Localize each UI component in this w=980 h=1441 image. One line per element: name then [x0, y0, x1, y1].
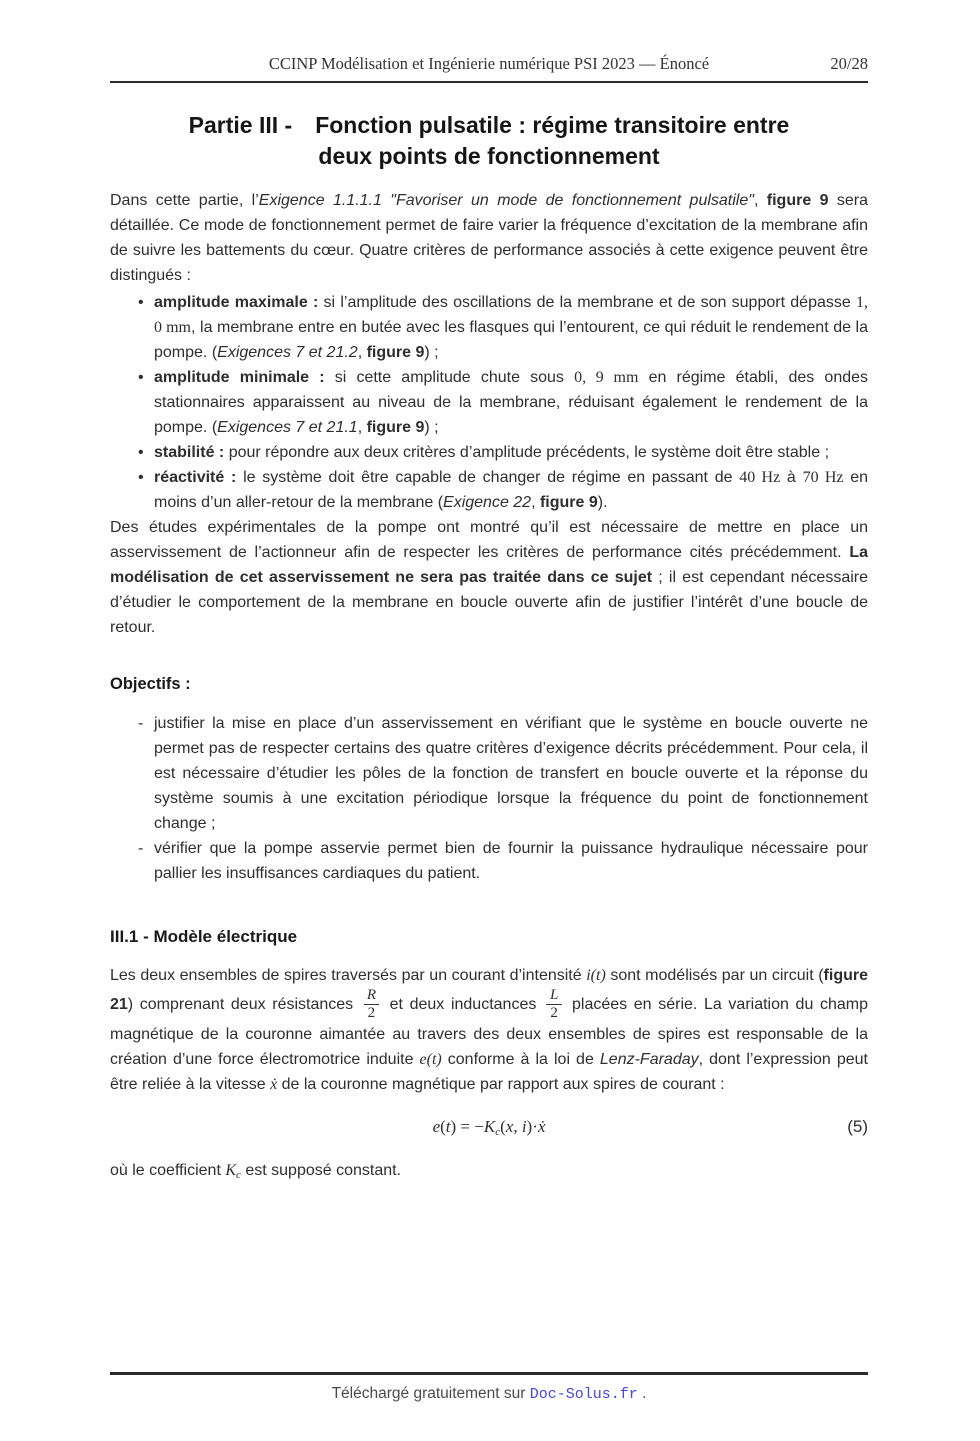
criteria-item-stabilite: [110, 440, 868, 465]
criteria-text: amplitude maximale : si l’amplitude des oscillations de la membrane et de son support dépasse 1, 0 mm, la membrane entre en butée avec les flasques qui l’entourent, ce qui réduit le rendement de la pompe. (Exigences 7 et 21.2, figure 9) ;: [154, 294, 869, 361]
criteria-text: stabilité : pour répondre aux deux critères d’amplitude précédents, le système doit être stable ;: [154, 444, 830, 461]
page-number: 20/28: [830, 54, 868, 73]
bullet-marker: •: [138, 369, 144, 386]
criteria-text: réactivité : le système doit être capable de changer de régime en passant de 40 Hz à 70 Hz en moins d’un aller-retour de la membrane (Exigence 22, figure 9).: [154, 469, 869, 511]
servo-note-paragraph: Des études expérimentales de la pompe ont montré qu’il est nécessaire de mettre en place un asservissement de l’actionneur afin de respecter les critères de performance cités précédemment. La modélisation de cet asservissement ne sera pas traitée dans ce sujet ; il est cependant nécessaire d’étudier le comportement de la membrane en boucle ouverte afin de justifier l’intérêt d’une boucle de retour.: [110, 519, 869, 636]
page-footer: [110, 1372, 868, 1405]
header-title: CCINP Modélisation et Ingénierie numérique PSI 2023 — Énoncé: [268, 54, 710, 73]
bullet-marker: •: [138, 294, 144, 311]
section-heading-iii1: III.1 - Modèle électrique: [110, 927, 298, 946]
objective-text: vérifier que la pompe asservie permet bien de fournir la puissance hydraulique nécessaire pour pallier les insuffisances cardiaques du patient.: [154, 840, 868, 882]
doc-solus-link[interactable]: Doc-Solus.fr: [529, 1386, 638, 1403]
coefficient-note-paragraph: où le coefficient Kc est supposé constant.: [110, 1162, 402, 1181]
bullet-marker: •: [138, 444, 144, 461]
dash-marker: -: [138, 840, 144, 857]
bullet-marker: •: [138, 469, 144, 486]
equation-5: [110, 1114, 868, 1145]
objective-item-puissance: [110, 836, 868, 886]
equation-number: (5): [847, 1117, 868, 1136]
criteria-item-reactivite: [110, 465, 868, 515]
page-header: [110, 54, 868, 74]
objectives-list: [110, 711, 868, 886]
objectives-heading: Objectifs :: [110, 675, 191, 693]
footer-suffix: .: [637, 1385, 647, 1402]
document-title: [110, 110, 868, 172]
criteria-text: amplitude minimale : si cette amplitude chute sous 0, 9 mm en régime établi, des ondes stationnaires apparaissent au niveau de la membrane, réduisant également le rendement de la pompe. (Exigences 7 et 21.1, figure 9) ;: [154, 369, 869, 436]
dash-marker: -: [138, 715, 144, 732]
intro-paragraph: Dans cette partie, l’Exigence 1.1.1.1 "Favoriser un mode de fonctionnement pulsatile", figure 9 sera détaillée. Ce mode de fonctionnement permet de faire varier la fréquence d’excitation de la membrane afin de suivre les battements du cœur. Quatre critères de performance associés à cette exigence peuvent être distingués :: [110, 192, 869, 284]
objective-text: justifier la mise en place d’un asservissement en vérifiant que le système en boucle ouverte ne permet pas de respecter certains des quatre critères d’exigence décrits précédemment. Pour cela, il est nécessaire d’étudier les pôles de la fonction de transfert en boucle ouverte et la réponse du système soumis à une excitation périodique lorsque la fréquence du point de fonctionnement change ;: [154, 715, 868, 832]
footer-prefix: Téléchargé gratuitement sur: [331, 1385, 530, 1402]
electrical-model-paragraph: Les deux ensembles de spires traversés par un courant d’intensité i(t) sont modélisés par un circuit (figure 21) comprenant deux résistances $\frac{R}{2}$ et deux inductances $\frac{L}{2}$ placées en série. La variation du champ magnétique de la couronne aimantée au travers des deux ensembles de spires est responsable de la création d’une force électromotrice induite e(t) conforme à la loi de Lenz-Faraday, dont l’expression peut être reliée à la vitesse ẋ de la couronne magnétique par rapport aux spires de courant :: [110, 967, 869, 1093]
equation-body: e(t) = −Kc(x, i)·ẋ: [432, 1117, 546, 1138]
criteria-item-amplitude-minimale: [110, 365, 868, 440]
criteria-list: [110, 290, 868, 515]
footer-rule: [110, 1372, 868, 1375]
document-title-line2: deux points de fonctionnement: [318, 143, 660, 169]
footer-text: [110, 1384, 868, 1405]
document-title-line1: Partie III - Fonction pulsatile : régime transitoire entre: [188, 112, 790, 138]
objective-item-asservissement: [110, 711, 868, 836]
header-rule: [110, 81, 868, 83]
criteria-item-amplitude-maximale: [110, 290, 868, 365]
